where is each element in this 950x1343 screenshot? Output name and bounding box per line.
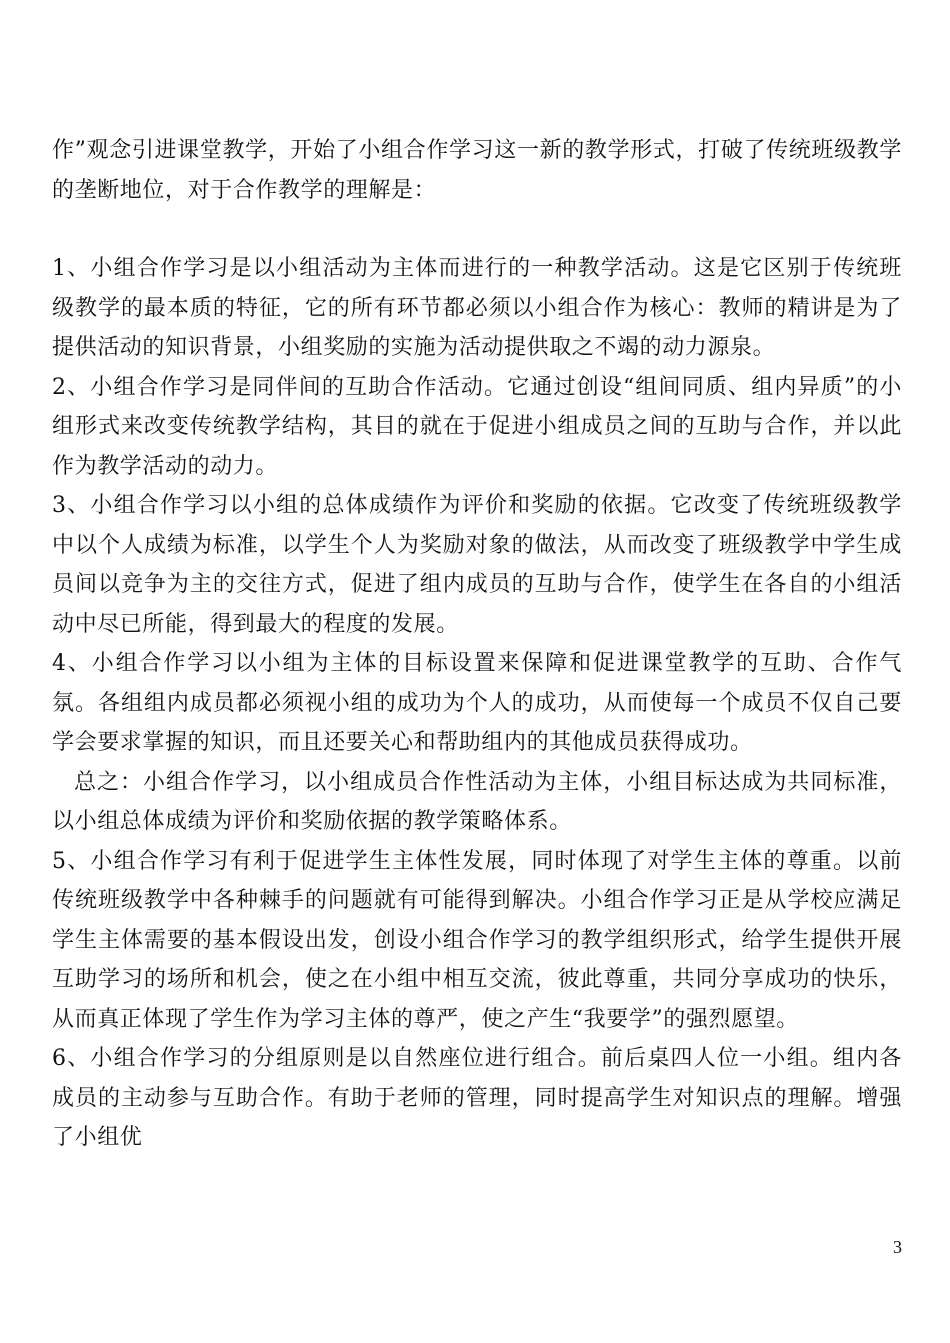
page-number: 3 — [893, 1237, 902, 1257]
point-4-paragraph: 4、小组合作学习以小组为主体的目标设置来保障和促进课堂教学的互助、合作气氛。各组组内成员都必须视小组的成功为个人的成功，从而使每一个成员不仅自己要学会要求掌握的知识，而且还要关心和帮助组内的其他成员获得成功。 — [52, 651, 902, 755]
point-2-paragraph: 2、小组合作学习是同伴间的互助合作活动。它通过创设“组间同质、组内异质”的小组形式来改变传统教学结构，其目的就在于促进小组成员之间的互助与合作，并以此作为教学活动的动力。 — [52, 374, 902, 479]
document-body — [52, 131, 902, 1158]
point-1-paragraph: 1、小组合作学习是以小组活动为主体而进行的一种教学活动。这是它区别于传统班级教学的最本质的特征，它的所有环节都必须以小组合作为核心：教师的精讲是为了提供活动的知识背景，小组奖励的实施为活动提供取之不竭的动力源泉。 — [52, 256, 902, 360]
summary-paragraph: 总之：小组合作学习，以小组成员合作性活动为主体，小组目标达成为共同标准，以小组总体成绩为评价和奖励依据的教学策略体系。 — [52, 769, 902, 834]
intro-paragraph: 作”观念引进课堂教学，开始了小组合作学习这一新的教学形式，打破了传统班级教学的垄断地位，对于合作教学的理解是： — [52, 138, 902, 203]
point-6-paragraph: 6、小组合作学习的分组原则是以自然座位进行组合。前后桌四人位一小组。组内各成员的主动参与互助合作。有助于老师的管理，同时提高学生对知识点的理解。增强了小组优 — [52, 1046, 902, 1150]
point-3-paragraph: 3、小组合作学习以小组的总体成绩作为评价和奖励的依据。它改变了传统班级教学中以个人成绩为标准，以学生个人为奖励对象的做法，从而改变了班级教学中学生成员间以竞争为主的交往方式，促进了组内成员的互助与合作，使学生在各自的小组活动中尽已所能，得到最大的程度的发展。 — [52, 493, 902, 637]
point-5-paragraph: 5、小组合作学习有利于促进学生主体性发展，同时体现了对学生主体的尊重。以前传统班级教学中各种棘手的问题就有可能得到解决。小组合作学习正是从学校应满足学生主体需要的基本假设出发，创设小组合作学习的教学组织形式，给学生提供开展互助学习的场所和机会，使之在小组中相互交流，彼此尊重，共同分享成功的快乐，从而真正体现了学生作为学习主体的尊严，使之产生“我要学”的强烈愿望。 — [52, 848, 902, 1032]
paragraph-gap — [52, 210, 902, 249]
